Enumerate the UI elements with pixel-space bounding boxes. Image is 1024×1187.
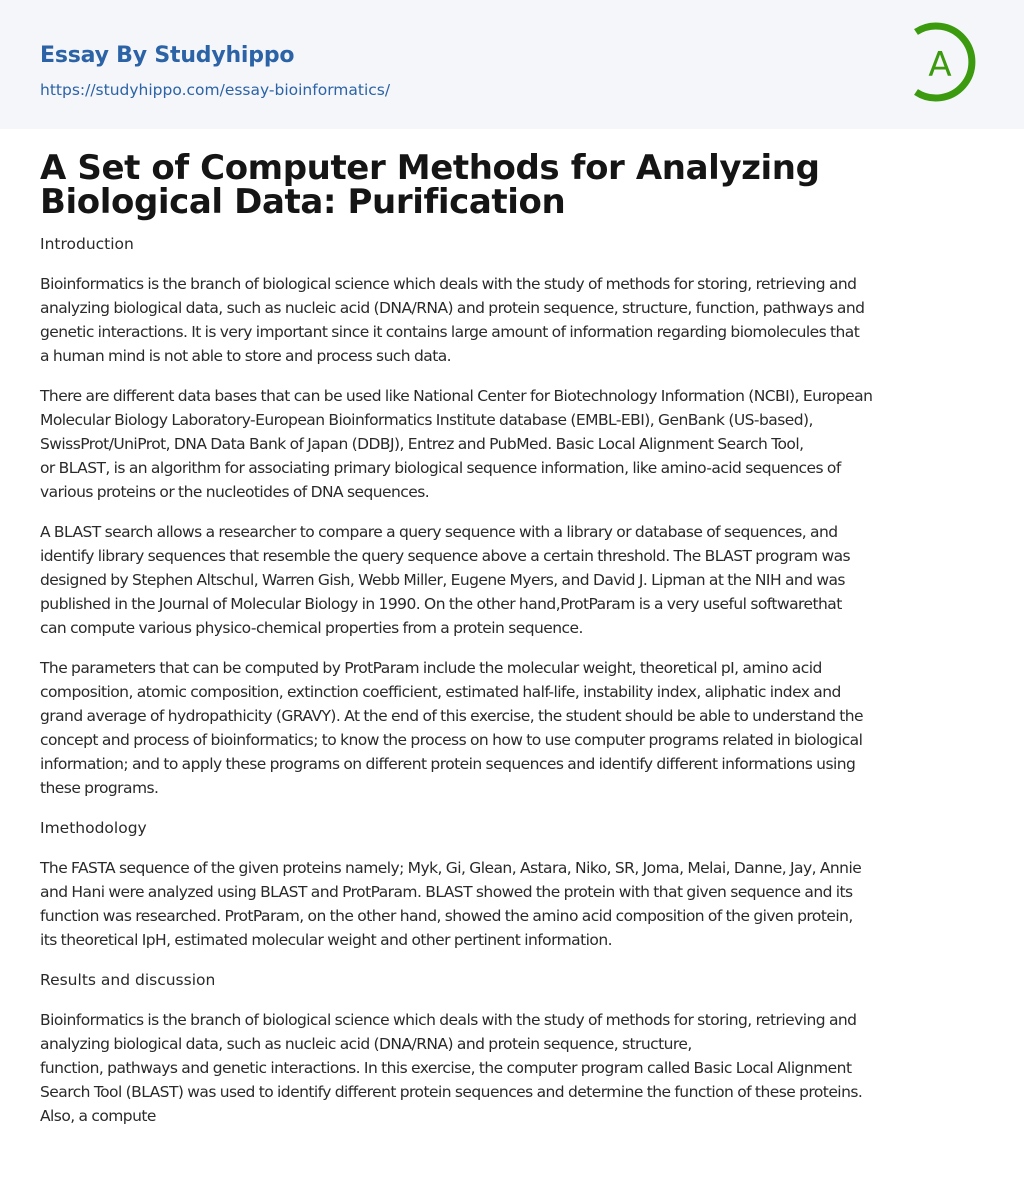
article [0,148,1024,1128]
text-line: analyzing biological data, such as nucleic acid (DNA/RNA) and protein sequence, structure, function, pathways and [40,299,865,317]
text-line: information; and to apply these programs on different protein sequences and identify different informations using [40,755,856,773]
section-heading-introduction: Introduction [40,235,134,253]
text-line: Also, a compute [40,1107,156,1125]
essay-url-link[interactable]: https://studyhippo.com/essay-bioinformatics/ [40,81,391,99]
text-line: grand average of hydropathicity (GRAVY). At the end of this exercise, the student should be able to understand the [40,707,864,725]
site-brand[interactable]: Essay By Studyhippo [40,43,295,68]
text-line: A BLAST search allows a researcher to compare a query sequence with a library or database of sequences, and [40,523,838,541]
paragraph [40,656,984,800]
text-line: There are different data bases that can be used like National Center for Biotechnology Information (NCBI), European [40,387,873,405]
page-title [40,148,984,222]
title-line-1: A Set of Computer Methods for Analyzing [40,148,820,188]
text-line: and Hani were analyzed using BLAST and ProtParam. BLAST showed the protein with that given sequence and its [40,883,853,901]
text-line: Bioinformatics is the branch of biological science which deals with the study of methods for storing, retrieving and [40,275,857,293]
text-line: Bioinformatics is the branch of biological science which deals with the study of methods for storing, retrieving and [40,1011,857,1029]
text-line: composition, atomic composition, extinction coefficient, estimated half-life, instability index, aliphatic index and [40,683,841,701]
studyhippo-logo-icon[interactable] [912,20,986,104]
text-line: published in the Journal of Molecular Biology in 1990. On the other hand,ProtParam is a very useful softwarethat [40,595,842,613]
text-line: concept and process of bioinformatics; to know the process on how to use computer programs related in biological [40,731,863,749]
text-line: The parameters that can be computed by ProtParam include the molecular weight, theoretical pI, amino acid [40,659,822,677]
text-line: SwissProt/UniProt, DNA Data Bank of Japan (DDBJ), Entrez and PubMed. Basic Local Alignment Search Tool, [40,435,804,453]
text-line: identify library sequences that resemble the query sequence above a certain threshold. The BLAST program was [40,547,851,565]
text-line: Molecular Biology Laboratory-European Bioinformatics Institute database (EMBL-EBI), GenBank (US-based), [40,411,813,429]
text-line: genetic interactions. It is very important since it contains large amount of information regarding biomolecules that [40,323,860,341]
title-line-2: Biological Data: Purification [40,182,566,222]
text-line: various proteins or the nucleotides of DNA sequences. [40,483,430,501]
paragraph [40,520,984,640]
paragraph [40,272,984,368]
text-line: or BLAST, is an algorithm for associating primary biological sequence information, like amino-acid sequences of [40,459,841,477]
text-line: function was researched. ProtParam, on the other hand, showed the amino acid composition of the given protein, [40,907,853,925]
text-line: analyzing biological data, such as nucleic acid (DNA/RNA) and protein sequence, structure, [40,1035,692,1053]
paragraph [40,856,984,952]
section-heading-results: Results and discussion [40,971,216,989]
text-line: these programs. [40,779,159,797]
site-header [0,0,1024,129]
paragraph [40,384,984,504]
text-line: its theoretical IpH, estimated molecular weight and other pertinent information. [40,931,612,949]
svg-text:A: A [928,45,952,85]
text-line: Search Tool (BLAST) was used to identify different protein sequences and determine the function of these proteins. [40,1083,863,1101]
paragraph [40,1008,984,1128]
text-line: can compute various physico-chemical properties from a protein sequence. [40,619,583,637]
text-line: The FASTA sequence of the given proteins namely; Myk, Gi, Glean, Astara, Niko, SR, Joma, Melai, Danne, Jay, Annie [40,859,862,877]
section-heading-methodology: Imethodology [40,819,147,837]
text-line: a human mind is not able to store and process such data. [40,347,452,365]
text-line: function, pathways and genetic interactions. In this exercise, the computer program called Basic Local Alignment [40,1059,852,1077]
text-line: designed by Stephen Altschul, Warren Gish, Webb Miller, Eugene Myers, and David J. Lipman at the NIH and was [40,571,845,589]
